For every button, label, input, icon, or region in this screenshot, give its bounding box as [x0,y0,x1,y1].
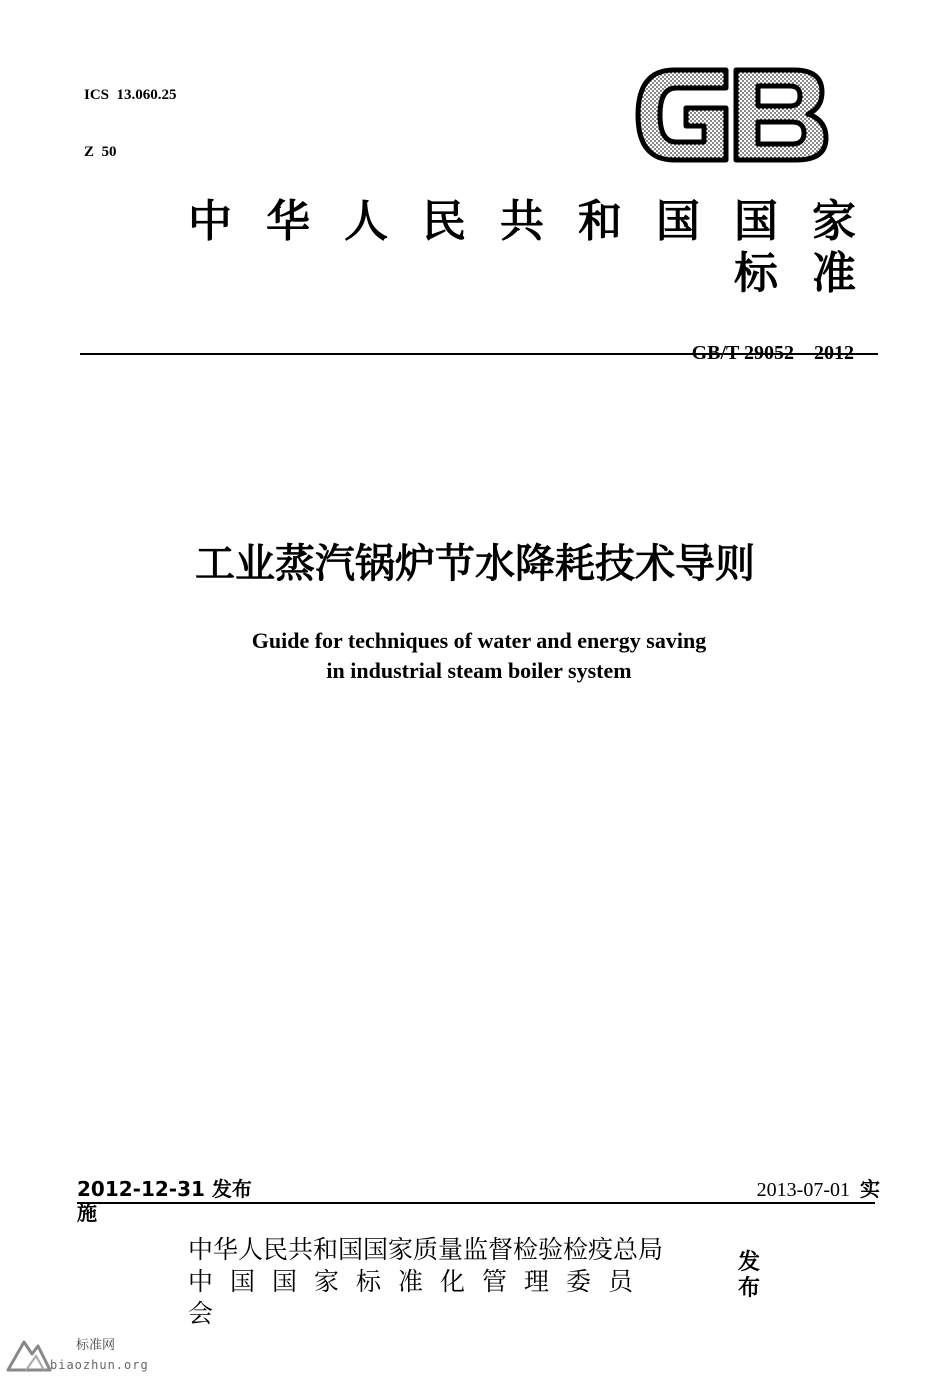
implement-date-value: 2013-07-01 [756,1179,850,1201]
issuer-aqsiq: 中华人民共和国国家质量监督检验检疫总局 [188,1235,664,1264]
gb-logo [634,64,830,166]
implement-label-2: 施 [77,1201,97,1225]
classification-codes [84,48,177,181]
standard-type-heading: 中华人民共和国国家标准 [188,196,890,299]
title-en-line-2: in industrial steam boiler system [326,658,632,683]
implement-label-1: 实 [860,1177,880,1201]
document-title-zh: 工业蒸汽锅炉节水降耗技术导则 [195,541,755,587]
issuer-sac: 中国国家标准化管理委员会 [188,1267,651,1328]
publish-date: 2012-12-31 发布 [77,1177,252,1201]
ics-code: ICS 13.060.25 [84,87,177,103]
document-title-en [0,626,950,686]
watermark-site-url: biaozhun.org [50,1358,149,1372]
implement-date [700,1176,880,1203]
standard-number: GB/T 29052—2012 [691,342,854,364]
ccs-code: Z 50 [84,144,117,160]
issue-label: 发布 [738,1250,761,1301]
title-en-line-1: Guide for techniques of water and energy saving [251,628,707,653]
bottom-divider [77,1202,875,1204]
watermark-site-name: 标准网 [76,1338,116,1353]
